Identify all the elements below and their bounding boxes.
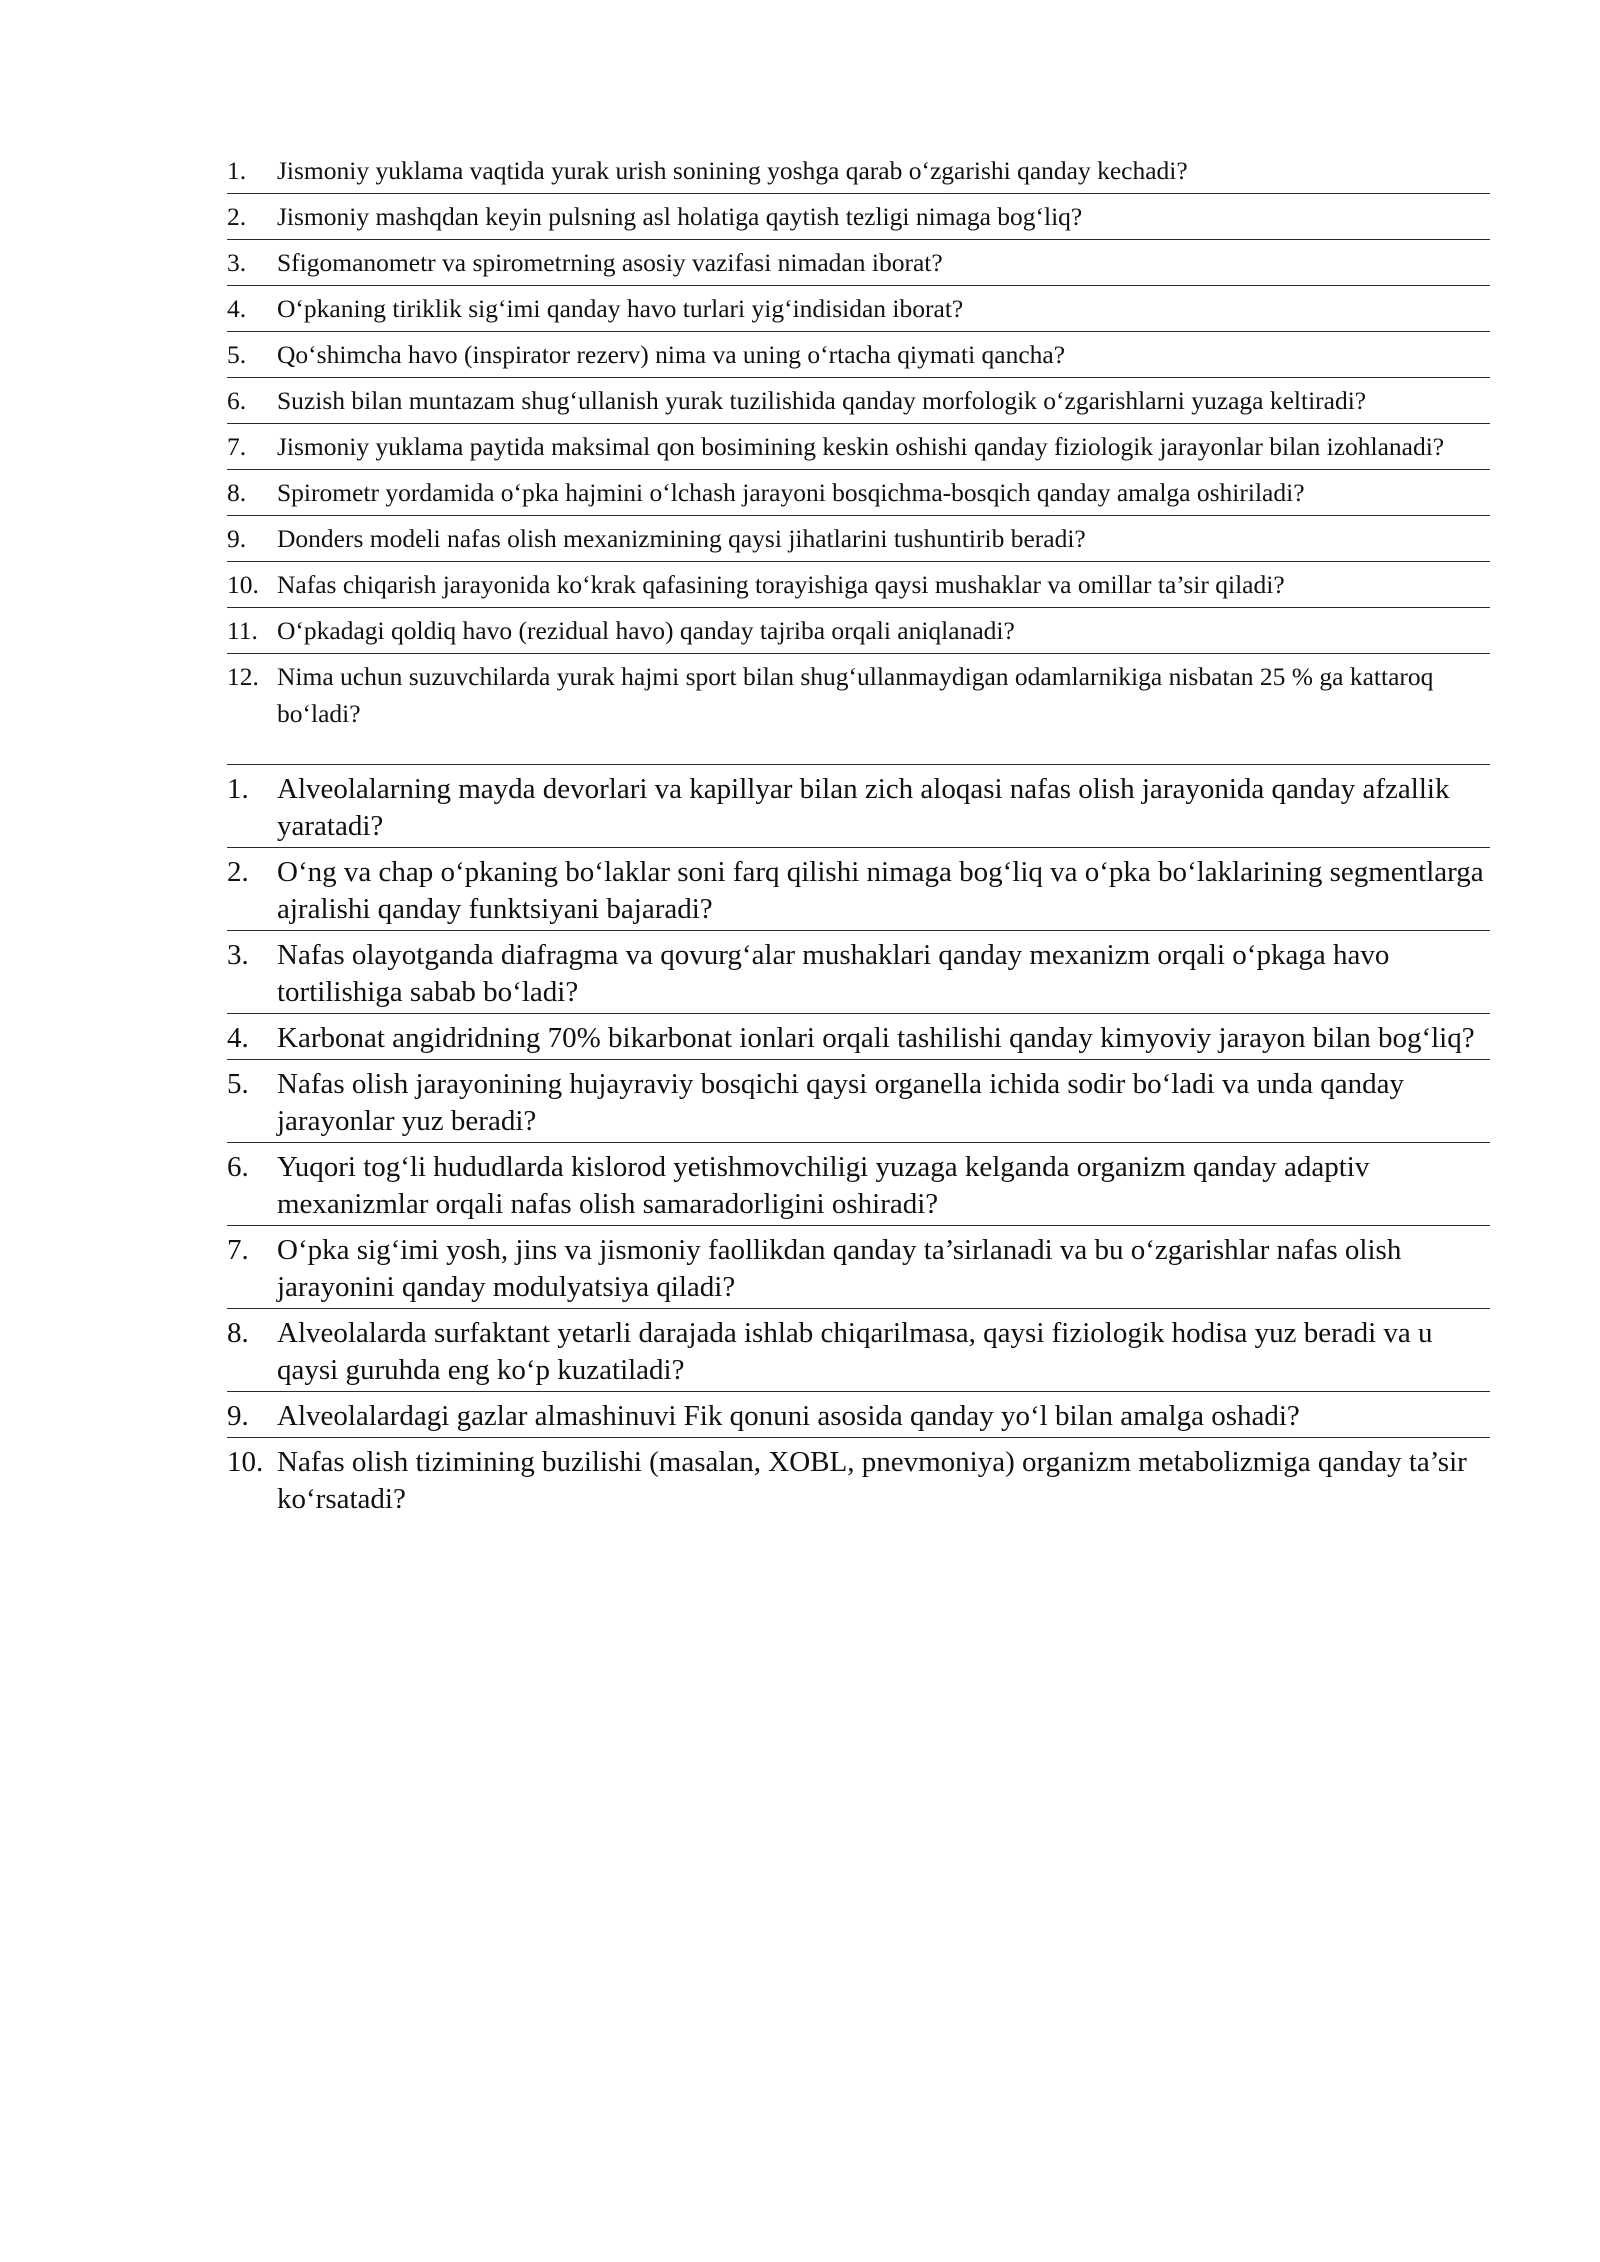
- question-text: Spirometr yordamida o‘pka hajmini o‘lchash jarayoni bosqichma-bosqich qanday amalga oshiriladi?: [277, 478, 1305, 507]
- question-row: [227, 516, 1490, 562]
- question-text: Alveolalarda surfaktant yetarli darajada ishlab chiqarilmasa, qaysi fiziologik hodisa yuz beradi va u qaysi guruhda eng ko‘p kuzatiladi?: [277, 1317, 1433, 1386]
- question-list-2: [227, 765, 1490, 1520]
- question-number: 11.: [227, 616, 258, 645]
- question-text: Donders modeli nafas olish mexanizmining qaysi jihatlarini tushuntirib beradi?: [277, 524, 1086, 553]
- question-text: O‘ng va chap o‘pkaning bo‘laklar soni farq qilishi nimaga bog‘liq va o‘pka bo‘laklarining segmentlarga ajralishi qanday funktsiyani bajaradi?: [277, 856, 1484, 925]
- question-row: [227, 470, 1490, 516]
- document-page: [227, 148, 1490, 1520]
- question-text: Nafas olish tizimining buzilishi (masalan, XOBL, pnevmoniya) organizm metabolizmiga qanday ta’sir ko‘rsatadi?: [277, 1446, 1467, 1515]
- question-number: 1.: [227, 773, 249, 805]
- question-row: [227, 194, 1490, 240]
- question-text: Jismoniy yuklama vaqtida yurak urish sonining yoshga qarab o‘zgarishi qanday kechadi?: [277, 156, 1188, 185]
- question-row: [227, 608, 1490, 654]
- question-row: [227, 1060, 1490, 1143]
- question-text: Jismoniy mashqdan keyin pulsning asl holatiga qaytish tezligi nimaga bog‘liq?: [277, 202, 1083, 231]
- question-row: [227, 765, 1490, 848]
- question-number: 4.: [227, 1022, 249, 1054]
- question-row: [227, 148, 1490, 194]
- question-text: Nima uchun suzuvchilarda yurak hajmi sport bilan shug‘ullanmaydigan odamlarnikiga nisbatan 25 % ga kattaroq bo‘ladi?: [277, 662, 1434, 728]
- question-number: 5.: [227, 340, 247, 369]
- question-text: Suzish bilan muntazam shug‘ullanish yurak tuzilishida qanday morfologik o‘zgarishlarni yuzaga keltiradi?: [277, 386, 1367, 415]
- question-number: 2.: [227, 202, 247, 231]
- question-row: [227, 1392, 1490, 1438]
- question-number: 7.: [227, 1234, 249, 1266]
- section-divider: [227, 736, 1490, 765]
- question-number: 6.: [227, 1151, 249, 1183]
- question-text: Nafas olayotganda diafragma va qovurg‘alar mushaklari qanday mexanizm orqali o‘pkaga havo tortilishiga sabab bo‘ladi?: [277, 939, 1390, 1008]
- question-row: [227, 1309, 1490, 1392]
- question-list-1: [227, 148, 1490, 736]
- question-number: 8.: [227, 1317, 249, 1349]
- question-text: Alveolalarning mayda devorlari va kapillyar bilan zich aloqasi nafas olish jarayonida qanday afzallik yaratadi?: [277, 773, 1450, 842]
- question-row: [227, 332, 1490, 378]
- question-row: [227, 654, 1490, 736]
- question-row: [227, 848, 1490, 931]
- question-number: 1.: [227, 156, 247, 185]
- question-number: 8.: [227, 478, 247, 507]
- question-text: O‘pkaning tiriklik sig‘imi qanday havo turlari yig‘indisidan iborat?: [277, 294, 964, 323]
- question-number: 3.: [227, 939, 249, 971]
- question-text: O‘pka sig‘imi yosh, jins va jismoniy faollikdan qanday ta’sirlanadi va bu o‘zgarishlar nafas olish jarayonini qanday modulyatsiya qiladi?: [277, 1234, 1402, 1303]
- question-text: Yuqori tog‘li hududlarda kislorod yetishmovchiligi yuzaga kelganda organizm qanday adaptiv mexanizmlar orqali nafas olish samaradorligini oshiradi?: [277, 1151, 1370, 1220]
- question-number: 9.: [227, 1400, 249, 1432]
- question-number: 9.: [227, 524, 247, 553]
- question-row: [227, 931, 1490, 1014]
- question-number: 10.: [227, 1446, 264, 1478]
- question-row: [227, 1226, 1490, 1309]
- question-text: Alveolalardagi gazlar almashinuvi Fik qonuni asosida qanday yo‘l bilan amalga oshadi?: [277, 1400, 1300, 1432]
- question-text: Sfigomanometr va spirometrning asosiy vazifasi nimadan iborat?: [277, 248, 943, 277]
- question-number: 3.: [227, 248, 247, 277]
- question-text: Qo‘shimcha havo (inspirator rezerv) nima va uning o‘rtacha qiymati qancha?: [277, 340, 1066, 369]
- question-number: 4.: [227, 294, 247, 323]
- question-row: [227, 286, 1490, 332]
- question-text: Jismoniy yuklama paytida maksimal qon bosimining keskin oshishi qanday fiziologik jarayonlar bilan izohlanadi?: [277, 432, 1445, 461]
- question-row: [227, 424, 1490, 470]
- question-number: 10.: [227, 570, 259, 599]
- question-row: [227, 1014, 1490, 1060]
- question-text: Karbonat angidridning 70% bikarbonat ionlari orqali tashilishi qanday kimyoviy jarayon bilan bog‘liq?: [277, 1022, 1475, 1054]
- question-number: 2.: [227, 856, 249, 888]
- question-text: Nafas olish jarayonining hujayraviy bosqichi qaysi organella ichida sodir bo‘ladi va unda qanday jarayonlar yuz beradi?: [277, 1068, 1404, 1137]
- question-row: [227, 378, 1490, 424]
- question-number: 12.: [227, 662, 259, 691]
- question-row: [227, 1143, 1490, 1226]
- question-number: 7.: [227, 432, 247, 461]
- question-number: 5.: [227, 1068, 249, 1100]
- question-number: 6.: [227, 386, 247, 415]
- question-row: [227, 1438, 1490, 1520]
- question-text: Nafas chiqarish jarayonida ko‘krak qafasining torayishiga qaysi mushaklar va omillar ta’sir qiladi?: [277, 570, 1285, 599]
- question-text: O‘pkadagi qoldiq havo (rezidual havo) qanday tajriba orqali aniqlanadi?: [277, 616, 1015, 645]
- question-row: [227, 562, 1490, 608]
- question-row: [227, 240, 1490, 286]
